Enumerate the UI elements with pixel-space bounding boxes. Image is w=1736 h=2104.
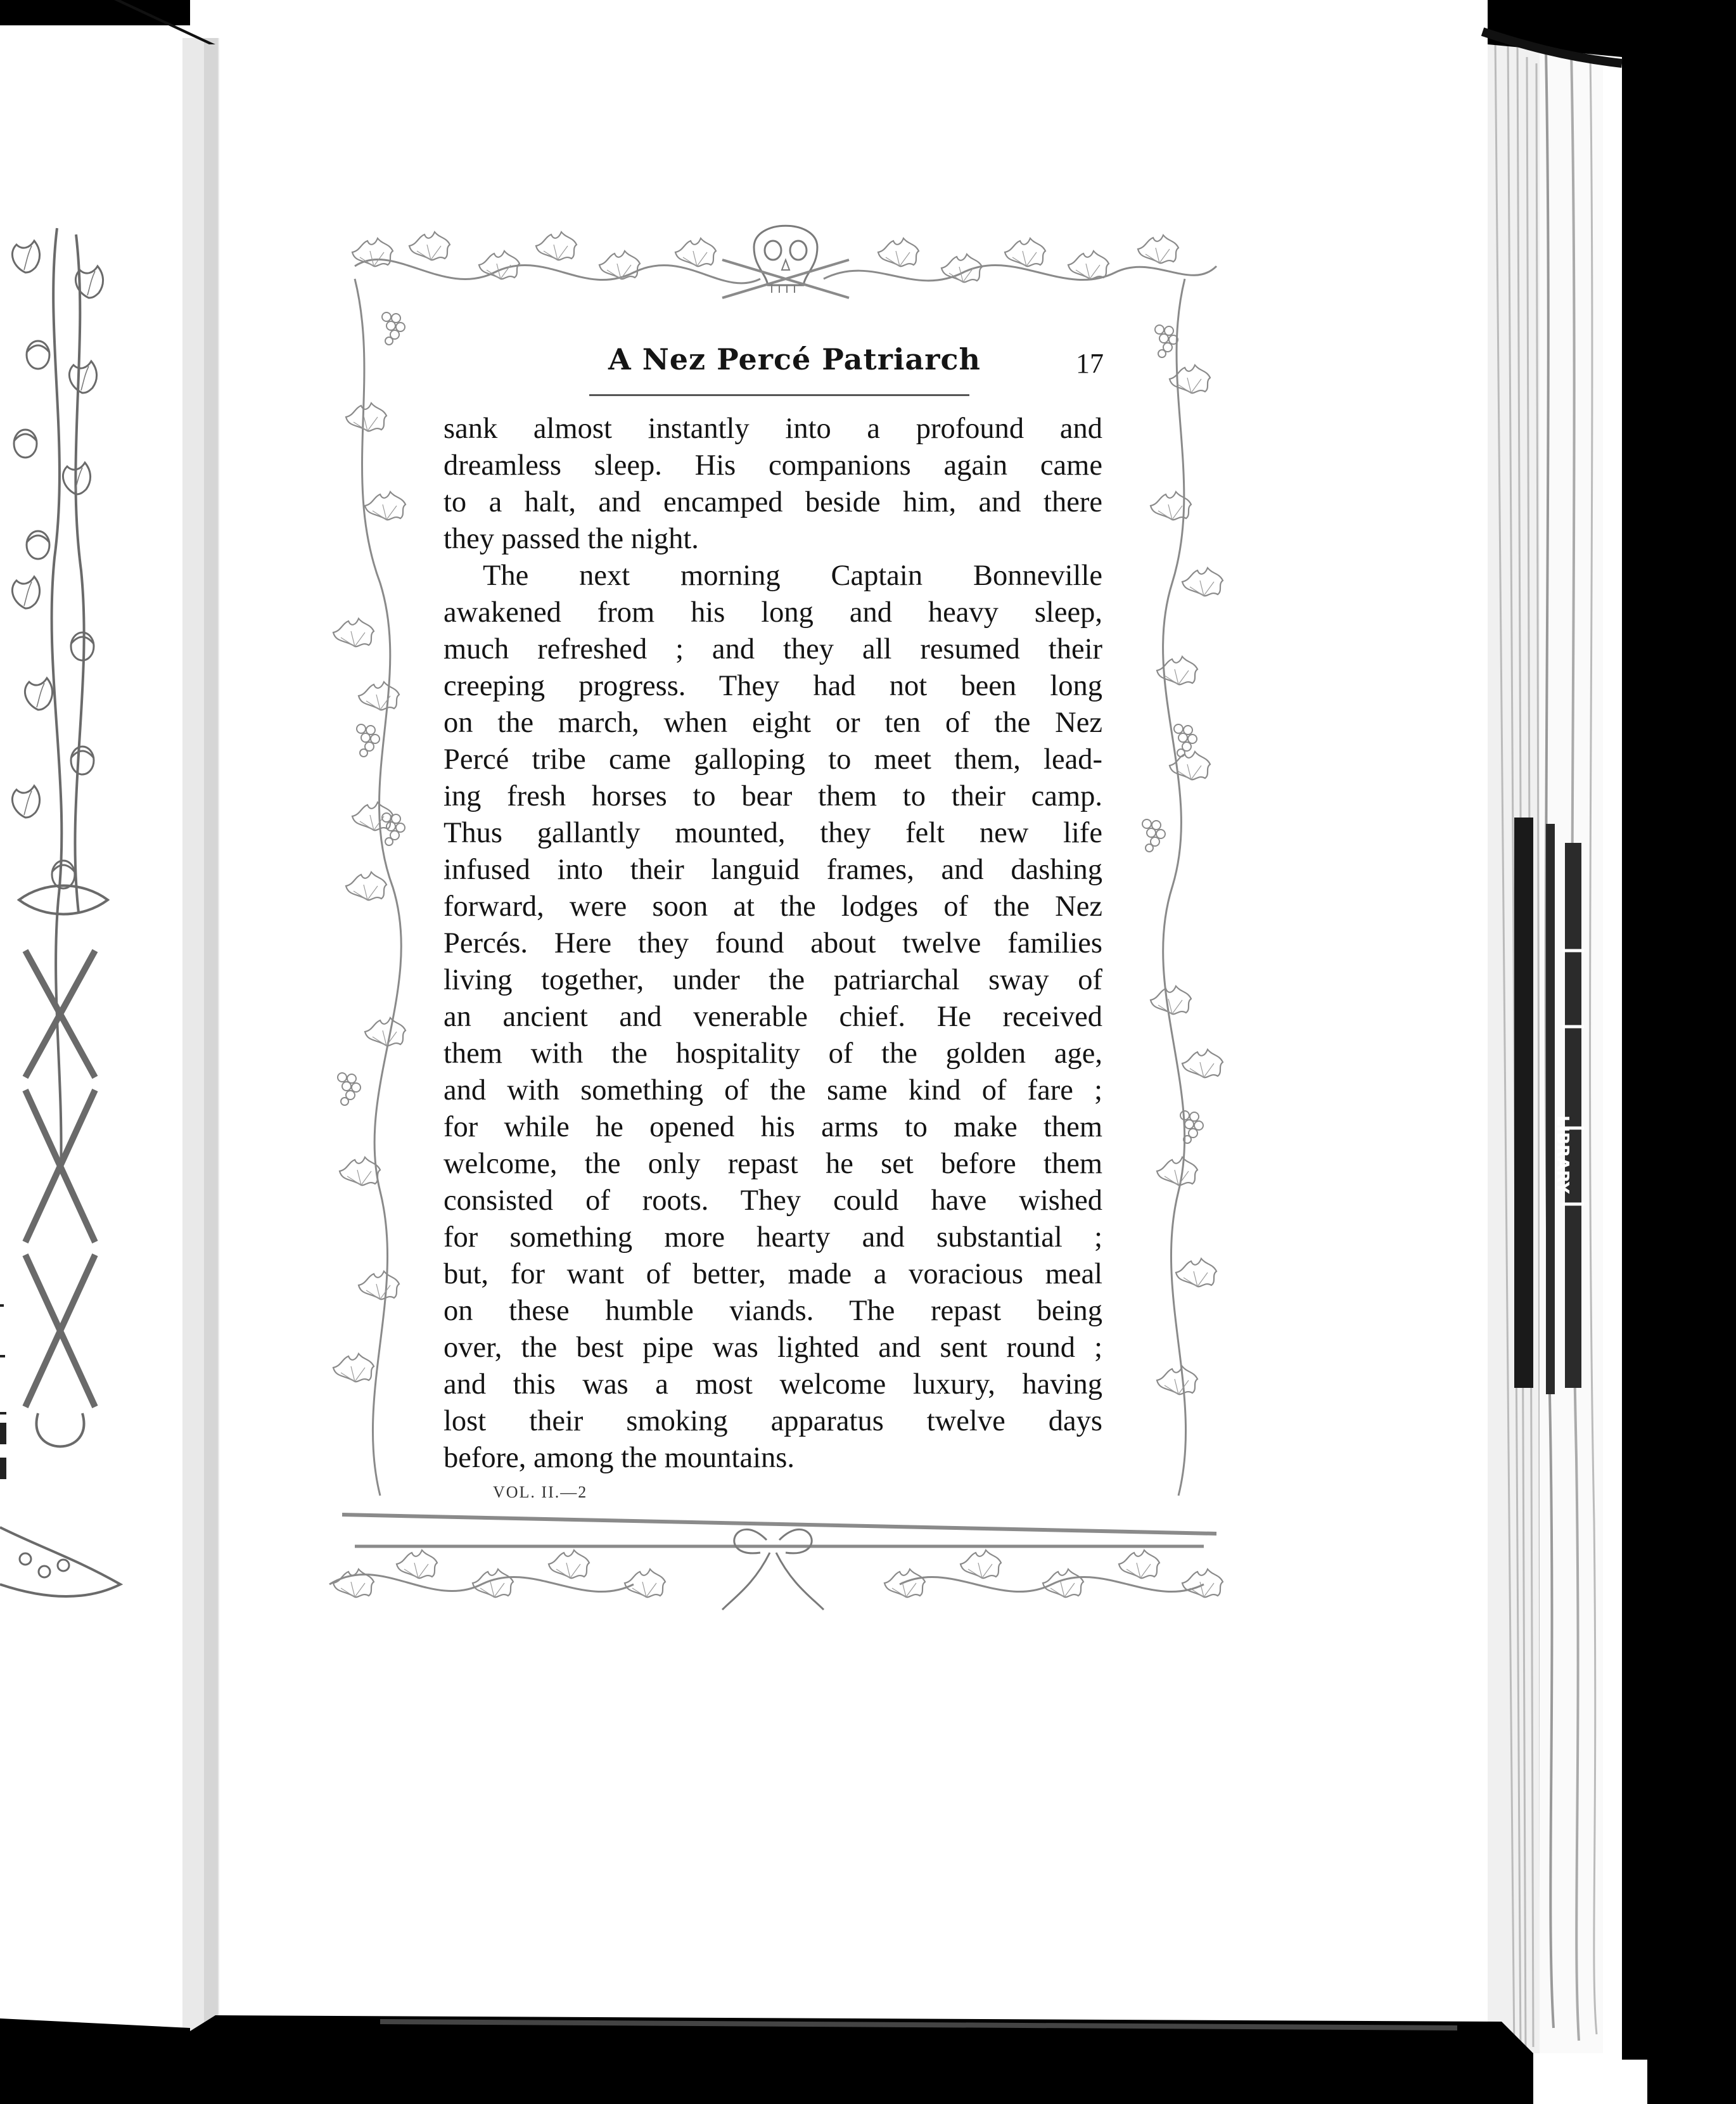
text-line: much refreshed ; and they all resumed their [444, 633, 1102, 665]
text-line: Percé tribe came galloping to meet them, lead- [444, 743, 1102, 776]
text-line: and this was a most welcome luxury, having [444, 1368, 1102, 1401]
text-line: Thus gallantly mounted, they felt new life [444, 817, 1102, 849]
text-line: they passed the night. [444, 523, 699, 555]
text-line: dreamless sleep. His companions again came [444, 449, 1102, 482]
text-line: consisted of roots. They could have wished [444, 1184, 1102, 1217]
text-line: ing fresh horses to bear them to their camp. [444, 780, 1102, 812]
vine-border-top [352, 226, 1216, 357]
text-line: an ancient and venerable chief. He received [444, 1001, 1102, 1033]
text-line: on these humble viands. The repast being [444, 1295, 1102, 1327]
text-line: for something more hearty and substantial ; [444, 1221, 1102, 1254]
spine-label: LIBRARY [1553, 1115, 1572, 1194]
text-line: but, for want of better, made a voracious meal [444, 1258, 1102, 1290]
text-line: forward, were soon at the lodges of the Nez [444, 890, 1102, 923]
text-line: on the march, when eight or ten of the Nez [444, 707, 1102, 739]
skull-ornament [722, 226, 849, 298]
text-line: lost their smoking apparatus twelve days [444, 1405, 1102, 1437]
text-line: creeping progress. They had not been long [444, 670, 1102, 702]
text-line: before, among the mountains. [444, 1442, 795, 1474]
text-line: over, the best pipe was lighted and sent round ; [444, 1331, 1102, 1364]
page-number: 17 [1076, 348, 1104, 379]
signature-mark: VOL. II.—2 [493, 1483, 588, 1501]
text-line: them with the hospitality of the golden age, [444, 1037, 1102, 1070]
running-head: A Nez Percé Patriarch [608, 342, 981, 376]
body-text [444, 411, 1102, 1477]
text-line: Percés. Here they found about twelve families [444, 927, 1102, 959]
text-line: awakened from his long and heavy sleep, [444, 596, 1102, 629]
header-rule [589, 394, 969, 396]
vine-border-bottom [329, 1515, 1223, 1610]
text-line: The next morning Captain Bonneville [483, 560, 1102, 592]
text-line: infused into their languid frames, and dashing [444, 854, 1102, 886]
text-line: to a halt, and encamped beside him, and there [444, 486, 1102, 518]
vine-border-right [1142, 279, 1223, 1496]
text-line: welcome, the only repast he set before them [444, 1148, 1102, 1180]
text-line: and with something of the same kind of fare ; [444, 1074, 1102, 1107]
text-line: for while he opened his arms to make them [444, 1111, 1102, 1143]
text-line: sank almost instantly into a profound and [444, 413, 1102, 445]
ribbon-bow [722, 1529, 824, 1610]
text-line: living together, under the patriarchal sway of [444, 964, 1102, 996]
vine-border-left [333, 279, 405, 1496]
